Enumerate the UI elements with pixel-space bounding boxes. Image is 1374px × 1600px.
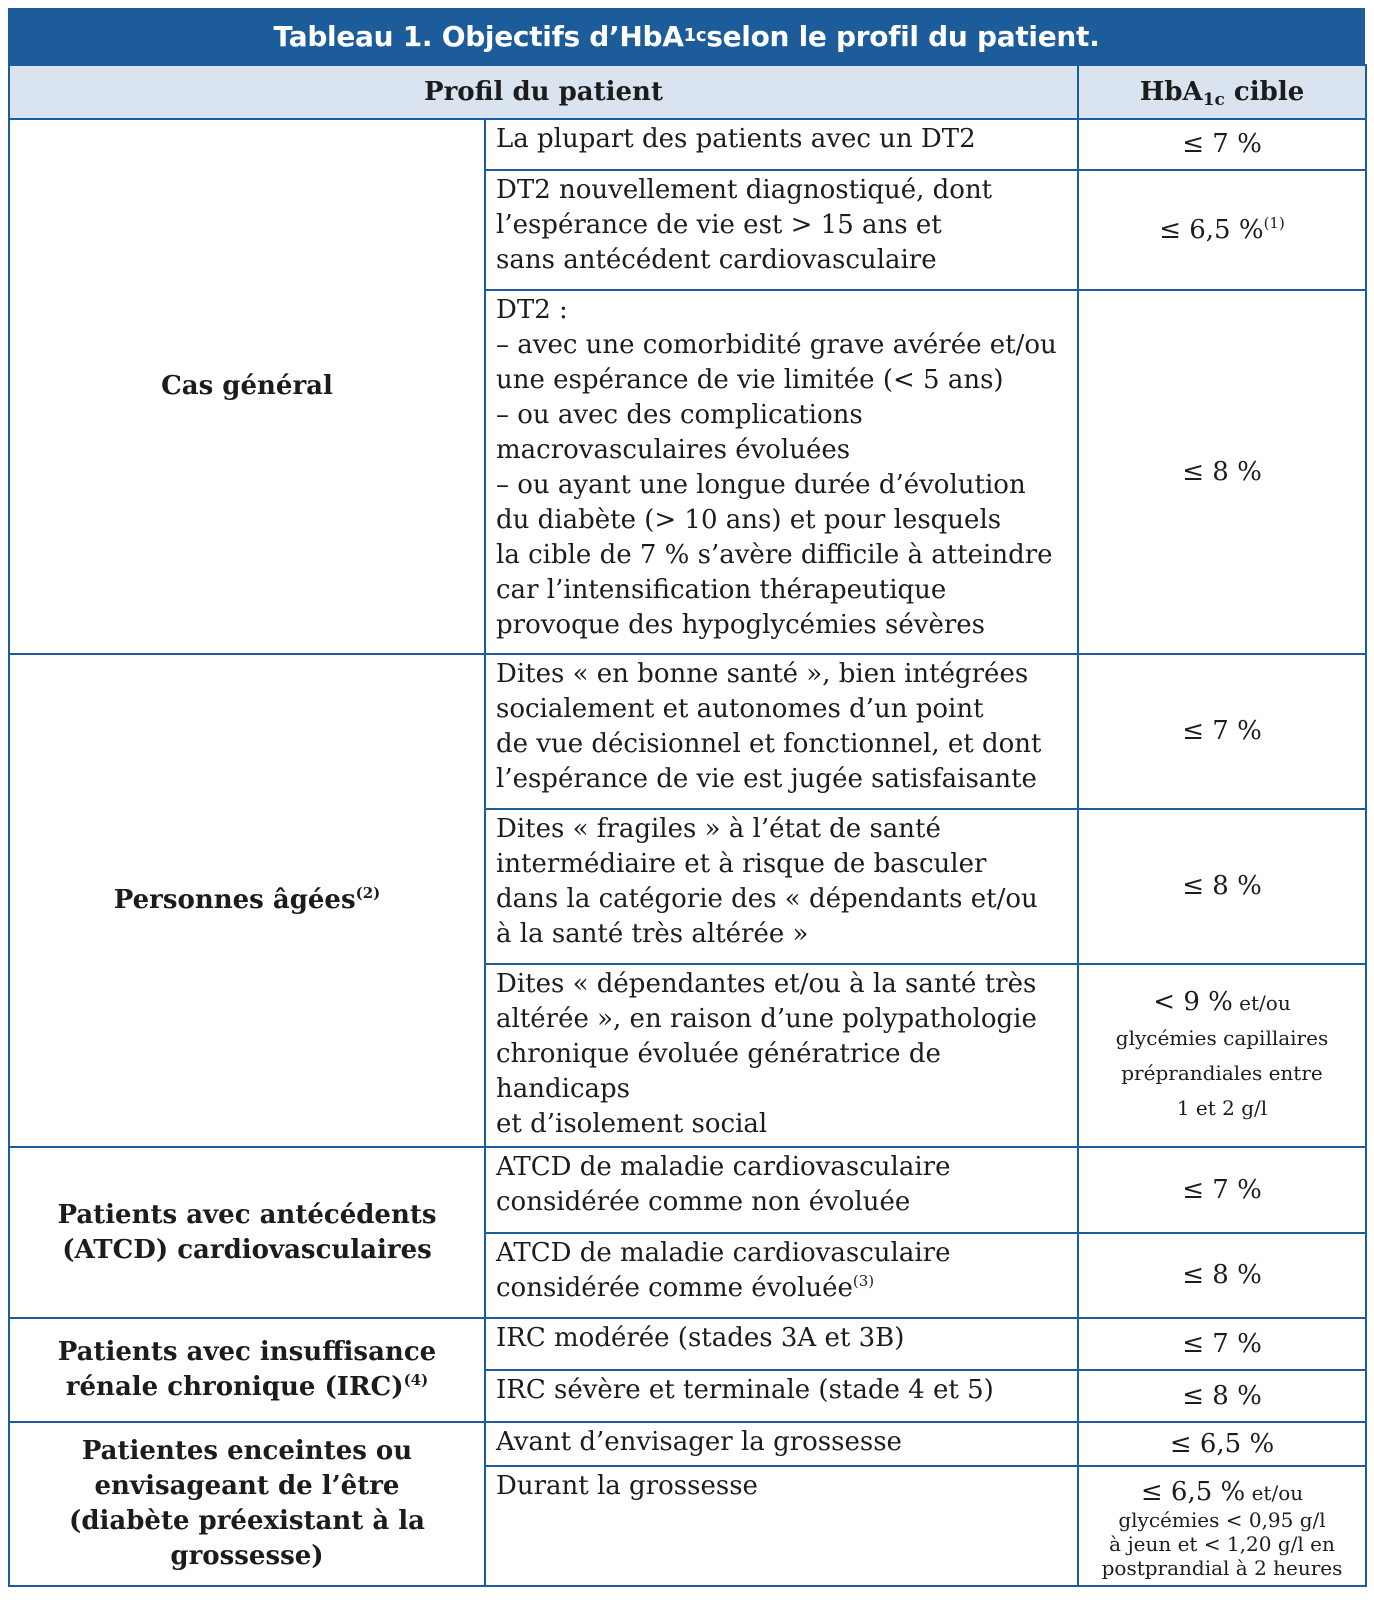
table-title: Tableau 1. Objectifs d’HbA 1c selon le profil du patient.	[8, 8, 1365, 64]
desc-line: DT2 nouvellement diagnostiqué, dont	[496, 175, 993, 205]
desc-text: considérée comme évoluée	[496, 1273, 853, 1303]
row-value: ≤ 7 %	[1078, 119, 1366, 170]
desc-line: car l’intensification thérapeutique	[496, 575, 947, 605]
value-line	[1079, 1477, 1365, 1508]
row-desc: IRC sévère et terminale (stade 4 et 5)	[485, 1370, 1078, 1422]
desc-line: provoque des hypoglycémies sévères	[496, 610, 985, 640]
desc-line: Dites « dépendantes et/ou à la santé très	[496, 969, 1037, 999]
desc-line: une espérance de vie limitée (< 5 ans)	[496, 365, 1004, 395]
value-line: glycémies capillaires	[1115, 1026, 1329, 1050]
group-renal-label: Patients avec insuffisance rénale chronique (IRC)	[57, 1337, 437, 1402]
group-renal	[9, 1318, 485, 1422]
value-suffix: et/ou	[1232, 991, 1291, 1015]
table-row	[9, 119, 1366, 170]
desc-line: l’espérance de vie est jugée satisfaisante	[496, 764, 1037, 794]
desc-line: intermédiaire et à risque de basculer	[496, 849, 987, 879]
desc-line: Dites « en bonne santé », bien intégrées	[496, 659, 1029, 689]
value-line: à jeun et < 1,20 g/l en	[1109, 1531, 1335, 1556]
value-line: préprandiales entre	[1121, 1061, 1323, 1085]
desc-line: l’espérance de vie est > 15 ans et	[496, 210, 942, 240]
desc-line: à la santé très altérée »	[496, 919, 809, 949]
desc-line: et d’isolement social	[496, 1109, 768, 1139]
footnote-marker: (1)	[1263, 213, 1285, 232]
desc-line: dans la catégorie des « dépendants et/ou	[496, 884, 1038, 914]
desc-line: considérée comme non évoluée	[496, 1187, 911, 1217]
value-main: ≤ 6,5 %	[1140, 1476, 1246, 1507]
group-elderly-label: Personnes âgées	[113, 885, 356, 915]
desc-line: ATCD de maladie cardiovasculaire	[496, 1238, 951, 1268]
group-cardio: Patients avec antécédents (ATCD) cardiovasculaires	[9, 1147, 485, 1318]
footnote-marker: (2)	[355, 884, 381, 902]
value-line	[1079, 985, 1365, 1021]
row-value: ≤ 8 %	[1078, 1370, 1366, 1422]
value-main: ≤ 6,5 %	[1159, 214, 1264, 245]
hba1c-table-figure	[8, 8, 1365, 1587]
table-title-part1: Tableau 1. Objectifs d’HbA	[273, 19, 684, 53]
row-value: ≤ 6,5 %	[1078, 1422, 1366, 1466]
header-target	[1078, 65, 1366, 119]
row-desc	[485, 809, 1078, 964]
value-line: postprandial à 2 heures	[1101, 1555, 1343, 1580]
value-line: glycémies < 0,95 g/l	[1118, 1507, 1326, 1532]
row-value	[1078, 170, 1366, 290]
value-line: 1 et 2 g/l	[1176, 1096, 1268, 1120]
row-desc: Durant la grossesse	[485, 1466, 1078, 1586]
row-desc	[485, 964, 1078, 1147]
desc-line: – avec une comorbidité grave avérée et/ou	[496, 330, 1057, 360]
desc-line: de vue décisionnel et fonctionnel, et dont	[496, 729, 1042, 759]
table-row	[9, 1422, 1366, 1466]
value-suffix: et/ou	[1245, 1480, 1304, 1505]
row-value: ≤ 8 %	[1078, 809, 1366, 964]
table-row	[9, 1147, 1366, 1233]
desc-line: macrovasculaires évoluées	[496, 435, 851, 465]
group-pregnant: Patientes enceintes ou envisageant de l’être (diabète préexistant à la grossesse)	[9, 1422, 485, 1586]
row-value: ≤ 7 %	[1078, 1318, 1366, 1370]
row-value: ≤ 8 %	[1078, 1233, 1366, 1318]
row-value	[1078, 1466, 1366, 1586]
desc-line: DT2 :	[496, 295, 568, 325]
header-target-part1: HbA	[1139, 77, 1203, 107]
row-desc	[485, 170, 1078, 290]
row-desc: IRC modérée (stades 3A et 3B)	[485, 1318, 1078, 1370]
desc-line: – ou ayant une longue durée d’évolution	[496, 470, 1026, 500]
table-header-row	[9, 65, 1366, 119]
row-value	[1078, 964, 1366, 1147]
desc-line: Dites « fragiles » à l’état de santé	[496, 814, 941, 844]
row-desc	[485, 1147, 1078, 1233]
desc-line: altérée », en raison d’une polypathologie	[496, 1004, 1037, 1034]
row-desc	[485, 1233, 1078, 1318]
desc-line: la cible de 7 % s’avère difficile à atteindre	[496, 540, 1053, 570]
footnote-marker: (4)	[403, 1371, 429, 1389]
group-elderly	[9, 654, 485, 1147]
desc-line: socialement et autonomes d’un point	[496, 694, 984, 724]
desc-line: – ou avec des complications	[496, 400, 863, 430]
hba1c-targets-table	[8, 64, 1367, 1587]
row-desc	[485, 654, 1078, 809]
header-target-subscript: 1c	[1202, 90, 1225, 110]
table-title-part2: selon le profil du patient.	[706, 19, 1100, 53]
row-desc: La plupart des patients avec un DT2	[485, 119, 1078, 170]
desc-line: ATCD de maladie cardiovasculaire	[496, 1152, 951, 1182]
table-row	[9, 1318, 1366, 1370]
desc-line	[496, 1271, 1067, 1306]
group-general: Cas général	[9, 119, 485, 654]
desc-line: sans antécédent cardiovasculaire	[496, 245, 937, 275]
header-profile: Profil du patient	[9, 65, 1078, 119]
row-value: ≤ 8 %	[1078, 290, 1366, 654]
header-target-part2: cible	[1224, 77, 1305, 107]
table-row	[9, 654, 1366, 809]
row-value: ≤ 7 %	[1078, 1147, 1366, 1233]
row-desc: Avant d’envisager la grossesse	[485, 1422, 1078, 1466]
value-main: < 9 %	[1153, 987, 1233, 1017]
row-desc	[485, 290, 1078, 654]
desc-line: chronique évoluée génératrice de handicaps	[496, 1039, 941, 1104]
row-value: ≤ 7 %	[1078, 654, 1366, 809]
footnote-marker: (3)	[852, 1272, 875, 1290]
desc-line: du diabète (> 10 ans) et pour lesquels	[496, 505, 1002, 535]
